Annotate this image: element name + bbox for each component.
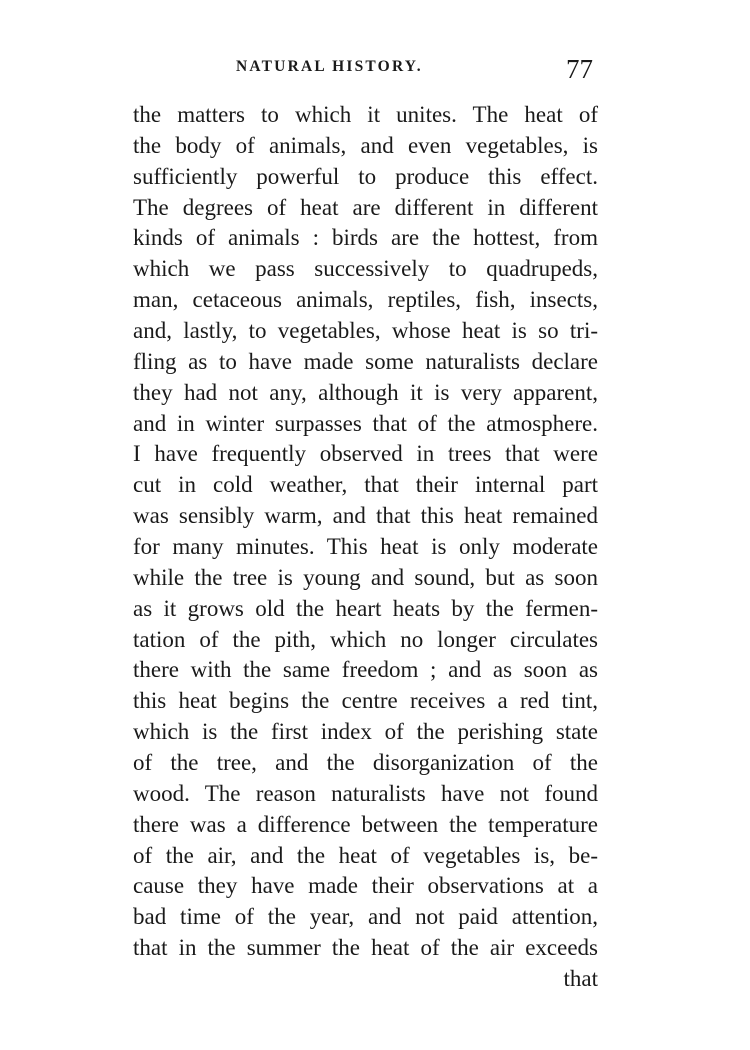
text-line: that in the summer the heat of the air exceeds [133,935,598,961]
body-text [133,100,598,995]
text-line: was sensibly warm, and that this heat remained [133,503,598,529]
page-number: 77 [566,54,593,84]
catchword: that [563,966,598,992]
running-head: NATURAL HISTORY. [236,58,423,75]
text-line: of the air, and the heat of vegetables is, be- [133,842,598,868]
text-line: The degrees of heat are different in different [133,194,598,220]
text-line: kinds of animals : birds are the hottest, from [133,225,598,251]
text-line: which we pass successively to quadrupeds, [133,256,598,282]
text-line: of the tree, and the disorganization of the [133,750,598,776]
text-line: bad time of the year, and not paid attention, [133,904,598,930]
text-line: wood. The reason naturalists have not found [133,780,598,806]
text-line: as it grows old the heart heats by the fermen- [133,595,598,621]
text-line: the body of animals, and even vegetables, is [133,132,598,158]
text-line: tation of the pith, which no longer circulates [133,626,598,652]
text-line: sufficiently powerful to produce this effect. [133,163,598,189]
text-line: fling as to have made some naturalists declare [133,348,598,374]
text-line: which is the first index of the perishing state [133,719,598,745]
text-line: man, cetaceous animals, reptiles, fish, insects, [133,287,598,313]
text-line: and, lastly, to vegetables, whose heat is so tri- [133,318,598,344]
text-line: I have frequently observed in trees that were [133,441,598,467]
text-line: for many minutes. This heat is only moderate [133,534,598,560]
text-line: this heat begins the centre receives a red tint, [133,688,598,714]
text-line: cut in cold weather, that their internal part [133,472,598,498]
text-line: there with the same freedom ; and as soon as [133,657,598,683]
text-line: and in winter surpasses that of the atmosphere. [133,410,598,436]
text-line: while the tree is young and sound, but as soon [133,564,598,590]
text-line: they had not any, although it is very apparent, [133,379,598,405]
text-line: cause they have made their observations at a [133,873,598,899]
text-line: there was a difference between the temperature [133,811,598,837]
text-line: the matters to which it unites. The heat of [133,102,598,127]
